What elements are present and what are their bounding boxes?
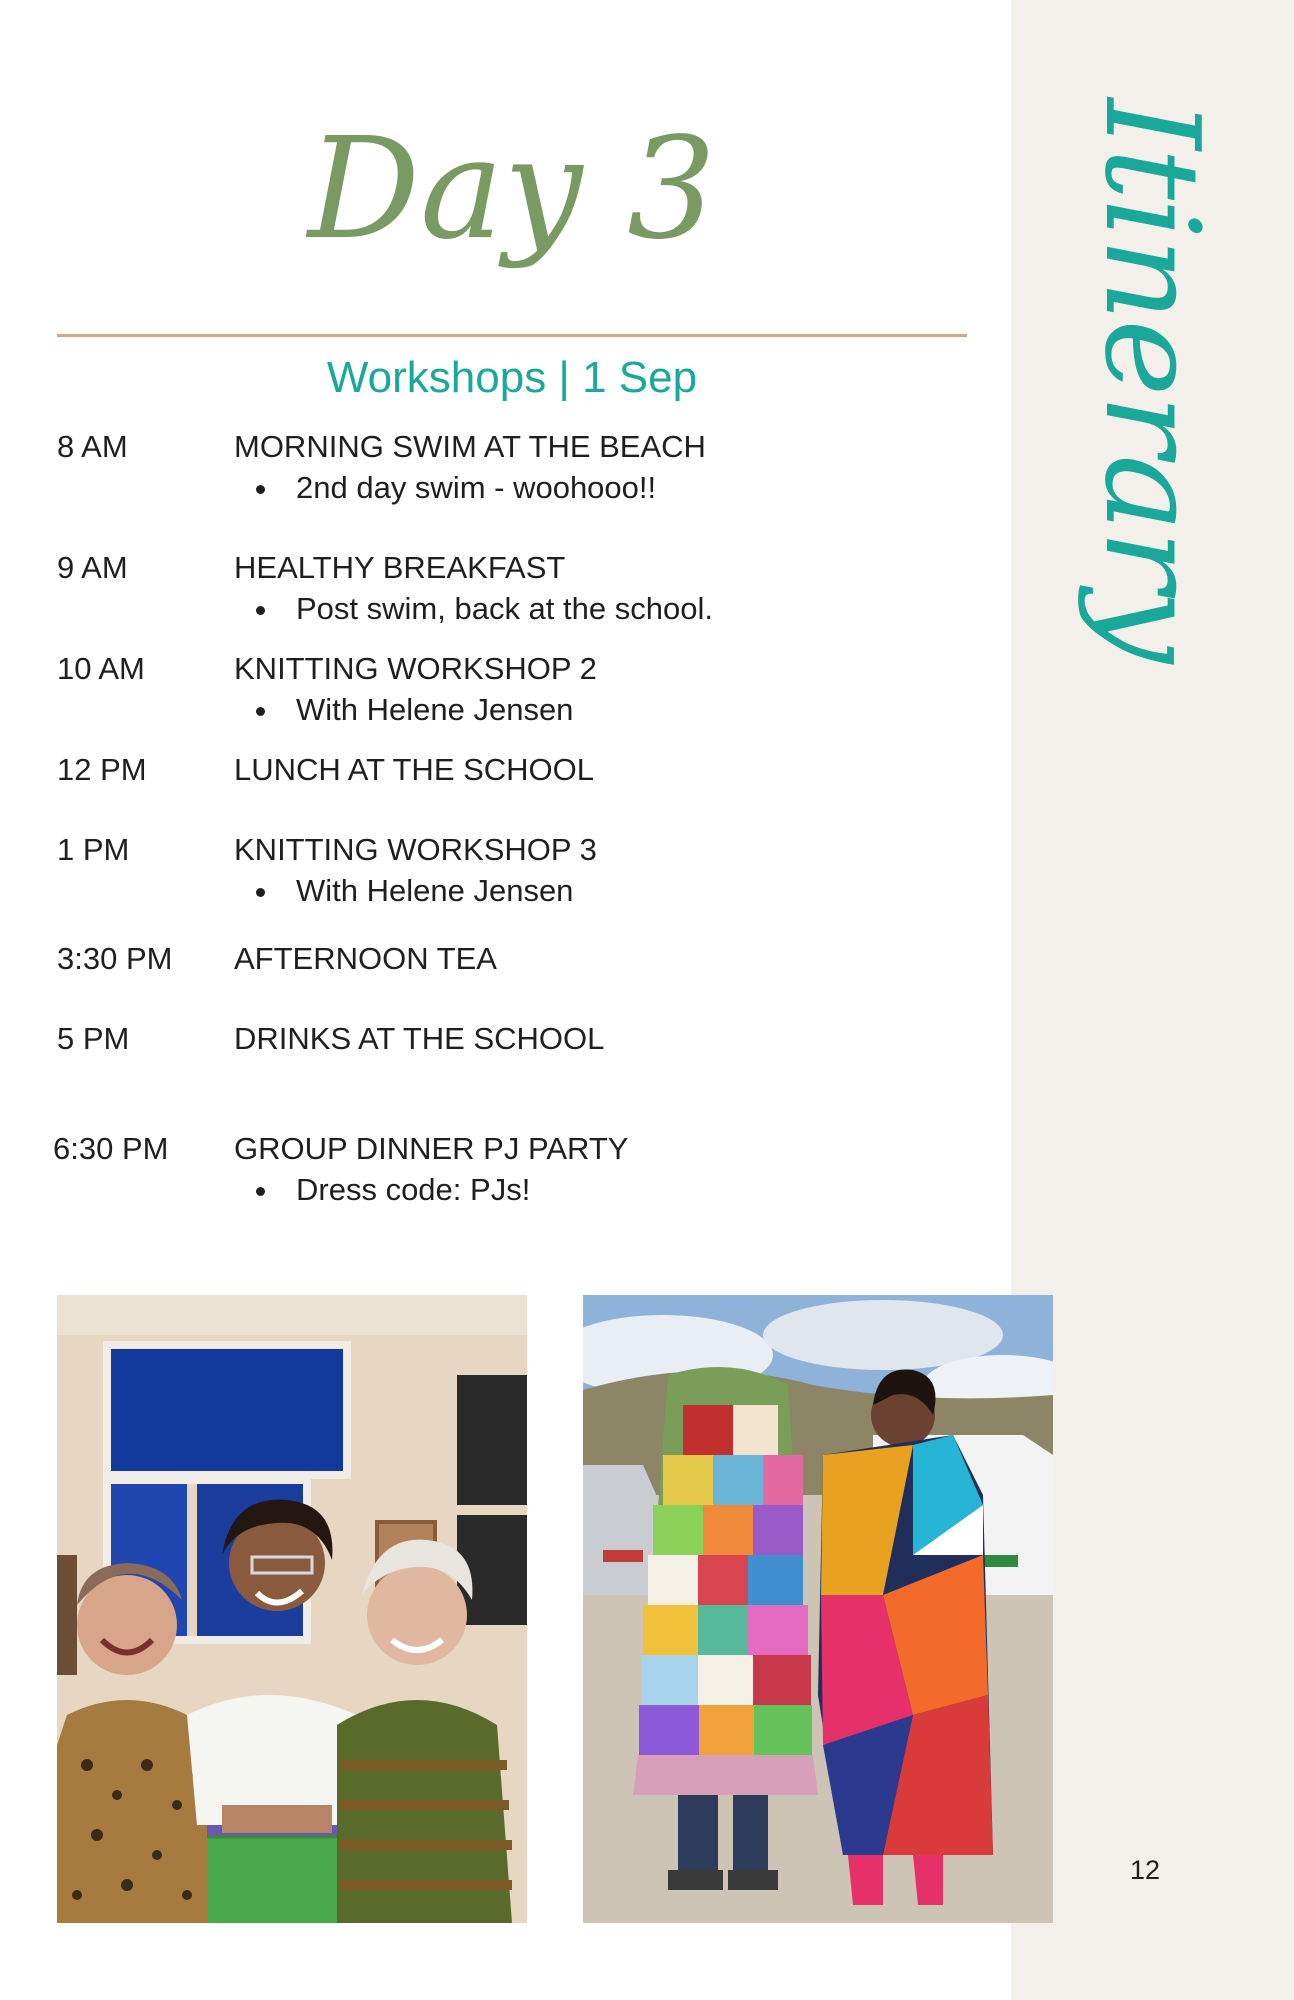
entry-title: DRINKS AT THE SCHOOL <box>234 1021 605 1056</box>
entry-title: MORNING SWIM AT THE BEACH <box>234 429 706 464</box>
day-title: Day 3 <box>307 108 717 271</box>
entry-note-text: Post swim, back at the school. <box>296 591 713 626</box>
bullet-icon <box>256 707 265 716</box>
entry-title: LUNCH AT THE SCHOOL <box>234 752 595 787</box>
entry-time: 8 AM <box>57 429 128 464</box>
page-number: 12 <box>1130 1855 1161 1885</box>
bullet-icon <box>256 485 265 494</box>
entry-time: 3:30 PM <box>57 941 173 976</box>
entry-time: 1 PM <box>57 832 130 867</box>
entry-title: KNITTING WORKSHOP 3 <box>234 832 597 867</box>
entry-title: AFTERNOON TEA <box>234 941 497 976</box>
beach-photo <box>583 1295 1053 1923</box>
entry-note-text: Dress code: PJs! <box>296 1172 531 1207</box>
entry-title: GROUP DINNER PJ PARTY <box>234 1131 629 1166</box>
entry-time: 5 PM <box>57 1021 130 1056</box>
divider-rule <box>57 334 967 337</box>
entry-title: HEALTHY BREAKFAST <box>234 550 566 585</box>
bullet-icon <box>256 888 265 897</box>
side-title: Itinerary <box>1076 98 1228 662</box>
section-heading: Workshops | 1 Sep <box>326 353 698 402</box>
entry-time: 12 PM <box>57 752 147 787</box>
entry-note-text: With Helene Jensen <box>296 692 574 727</box>
bullet-icon <box>256 1187 265 1196</box>
entry-note-text: With Helene Jensen <box>296 873 574 908</box>
entry-time: 10 AM <box>57 651 145 686</box>
entry-title: KNITTING WORKSHOP 2 <box>234 651 597 686</box>
bullet-icon <box>256 606 265 615</box>
entry-note-text: 2nd day swim - woohooo!! <box>296 470 657 505</box>
entry-time: 6:30 PM <box>53 1131 169 1166</box>
group-photo <box>57 1295 527 1923</box>
entry-time: 9 AM <box>57 550 128 585</box>
